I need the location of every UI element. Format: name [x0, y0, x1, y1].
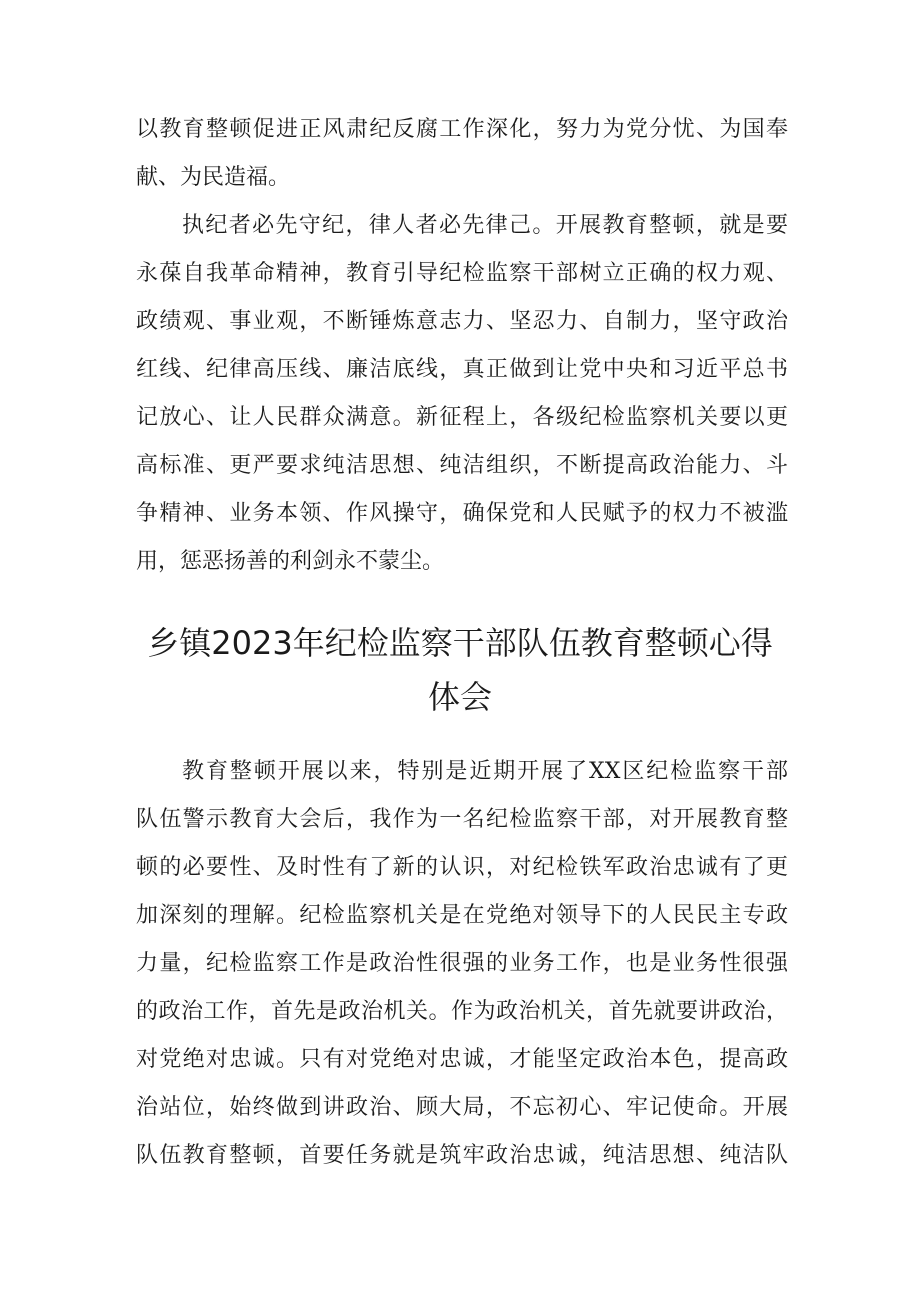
paragraph-continuation	[136, 106, 788, 202]
text-line: 对党绝对忠诚。只有对党绝对忠诚，才能坚定政治本色，提高政	[136, 1047, 788, 1072]
paragraph-discipline	[136, 202, 788, 586]
text-line: 治站位，始终做到讲政治、顾大局，不忘初心、牢记使命。开展	[136, 1095, 788, 1120]
text-line: 队伍教育整顿，首要任务就是筑牢政治忠诚，纯洁思想、纯洁队	[136, 1143, 788, 1168]
text-line: 执纪者必先守纪，律人者必先律己。开展教育整顿，就是要	[182, 213, 788, 238]
text-line: 用，惩恶扬善的利剑永不蒙尘。	[136, 549, 445, 574]
text-line: 记放心、让人民群众满意。新征程上，各级纪检监察机关要以更	[136, 405, 788, 430]
text-line: 献、为民造福。	[136, 165, 291, 190]
text-line: 以教育整顿促进正风肃纪反腐工作深化，努力为党分忧、为国奉	[136, 117, 788, 142]
text-line: 力量，纪检监察工作是政治性很强的业务工作，也是业务性很强	[136, 951, 788, 976]
text-line: 高标准、更严要求纯洁思想、纯洁组织，不断提高政治能力、斗	[136, 453, 788, 478]
section-title	[100, 616, 820, 724]
text-line: 教育整顿开展以来，特别是近期开展了XX区纪检监察干部	[182, 759, 788, 784]
title-line-2: 体会	[427, 678, 492, 716]
text-line: 顿的必要性、及时性有了新的认识，对纪检铁军政治忠诚有了更	[136, 855, 788, 880]
text-line: 红线、纪律高压线、廉洁底线，真正做到让党中央和习近平总书	[136, 357, 788, 382]
text-line: 队伍警示教育大会后，我作为一名纪检监察干部，对开展教育整	[136, 807, 788, 832]
text-line: 政绩观、事业观，不断锤炼意志力、坚忍力、自制力，坚守政治	[136, 309, 788, 334]
text-line: 的政治工作，首先是政治机关。作为政治机关，首先就要讲政治，	[136, 999, 788, 1024]
text-line: 永葆自我革命精神，教育引导纪检监察干部树立正确的权力观、	[136, 261, 788, 286]
title-line-1: 乡镇2023年纪检监察干部队伍教育整顿心得	[147, 624, 773, 662]
text-line: 加深刻的理解。纪检监察机关是在党绝对领导下的人民民主专政	[136, 903, 788, 928]
paragraph-education-rectification	[136, 748, 788, 1180]
text-line: 争精神、业务本领、作风操守，确保党和人民赋予的权力不被滥	[136, 501, 788, 526]
